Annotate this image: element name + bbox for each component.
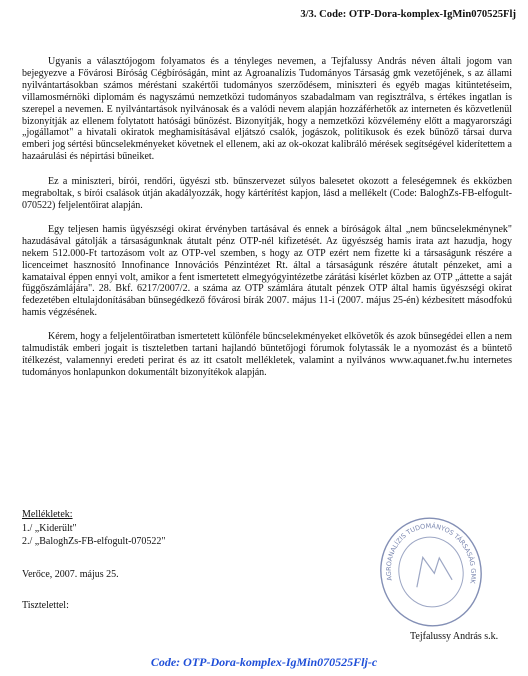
- closing-salutation: Tisztelettel:: [22, 600, 69, 611]
- footer-code: Code: OTP-Dora-komplex-IgMin070525Flj-c: [150, 655, 378, 669]
- svg-text:AGROANALÍZIS TUDOMÁNYOS TÁRSAS: [376, 513, 482, 603]
- paragraph-3: Egy teljesen hamis ügyészségi okirat érvényben tartásával és ennek a bíróságok által „nem bűncselekménynek" hazudásával gátolják a társaságunknak átutalt pénz OTP-nél kifizetését. Az ügyészség hamis irata azt hazudja, hogy nekem 512.000-Ft tartozásom volt az OTP-vel szemben, s hogy az OTP ezért nem fizette ki a társaságunk részére a licenceimet hasznosító Innofinance Innovációs Pénzintézet Rt. által a társaságunk részére átutalt pénzeket, ami a kamataival éppen ennyi volt, amikor a fent ismertetett elmegyógyintézetbe zárátási kísérlet közben az OTP „áttette a saját függőszámlájára". 28. Bkf. 6217/2007/2. a száma az OTP számlára átutalt pénzek OTP által hamis ügyészségi okirat fedezetében eltulajdonításában bűnsegédkező fővárosi bírák 2007. május 11-i (2007. május 25-én) kézbesített másodfokú hamis végzésének.: [22, 223, 512, 319]
- attachment-item-2: 2./ „BaloghZs-FB-elfogult-070522": [22, 536, 166, 547]
- letter-body: [22, 56, 512, 379]
- attachments-title: Mellékletek:: [22, 509, 73, 520]
- official-stamp: [376, 512, 486, 632]
- place-date: Verőce, 2007. május 25.: [22, 569, 119, 580]
- stamp-text: AGROANALÍZIS TUDOMÁNYOS TÁRSASÁG GMK: [384, 522, 478, 585]
- page-header-code: 3/3. Code: OTP-Dora-komplex-IgMin070525Flj: [300, 9, 516, 20]
- signature: Tejfalussy András s.k.: [410, 631, 499, 642]
- paragraph-1: Ugyanis a választójogom folyamatos és a tényleges nevemen, a Tejfalussy András néven általi jogom van bejegyezve a Fővárosi Bíróság Cégbíróságán, mint az Agroanalízis Tudományos Társaság gmk vezetőjének, s az állami nyilvántartásokban számos méréstani szakértői tudományos szerződésem, miniszteri és egyéb magas kitüntetéseim, villamosmérnöki diplomám és nagyszámú nemzetközi tudományos szabadalmam van regisztrálva, s értékes ingatlan is szerepel a nevemen. E nyilvántartások nyilvánosak és a valódi nevem alapján hozzáférhetők az interneten és közvetlenül bizonyítják az ellenem folytatott hatósági bűnözést. Bizonyítják, hogy a nemzetközi közvélemény előtt a magyarországi „jogállamot" a hivatali okiratok meghamisításával eljátszó csalók, jogászok, politikusok és ezek bűnöző társai durva emberi jog sértési bűncselekményeket követnek el ellenem, aki az ok-okozat kalibráló mérések segítségével kiderítettem a hazaárulási és népirtási bűneiket.: [22, 56, 512, 163]
- attachment-item-1: 1./ „Kiderült": [22, 522, 77, 534]
- attachments-list: [22, 508, 166, 549]
- paragraph-2: Ez a miniszteri, bírói, rendőri, ügyészi stb. bűnszervezet súlyos balesetet okozott a feleségemnek és ekközben megraboltak, s bírói csalások útján akadályozzák, hogy kártérítést kapjon, lásd a mellékelt (Code: BaloghZs-FB-elfogult-070522) feljelentőirat alapján.: [22, 176, 512, 211]
- paragraph-4: Kérem, hogy a feljelentőiratban ismertetett különféle bűncselekményeket elkövetők és azok bűnsegédei ellen a nem talmudisták emberi jogait is tiszteletben tartani hajlandó büntetőjogi fórumok folytassák le a nyomozást és a büntető ítélkezést, valamennyi eredeti perirat és az itt csatolt mellékletek, valamint a nyilvános www.aquanet.fw.hu internetes tudományos honlapunkon dokumentált bizonyítékok alapján.: [22, 331, 512, 378]
